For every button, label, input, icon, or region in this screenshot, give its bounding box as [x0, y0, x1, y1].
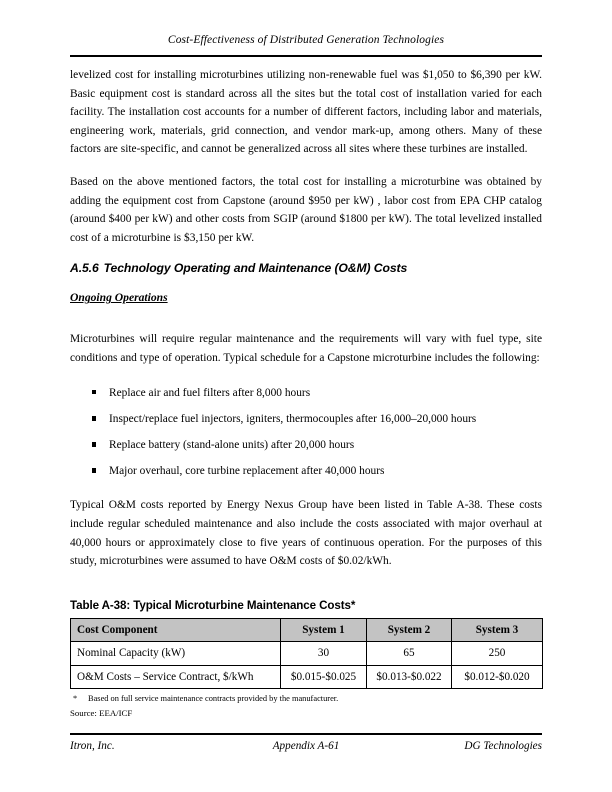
list-item	[70, 384, 542, 403]
table-cell-row-label: O&M Costs – Service Contract, $/kWh	[71, 665, 281, 689]
paragraph-levelized-cost: levelized cost for installing microturbines utilizing non-renewable fuel was $1,050 to $6,390 per kW. Basic equipment cost is standard across all the sites but the total cost of installation varied for each facility. The installation cost accounts for a number of different factors, including labor and materials, engineering work, materials, grid connection, and vendor mark-up, among others. Many of these factors are site-specific, and cannot be generalized across all sites where these turbines are installed.	[70, 69, 542, 156]
paragraph-total-cost: Based on the above mentioned factors, the total cost for installing a microturbine was obtained by adding the equipment cost from Capstone (around $950 per kW) , labor cost from EPA CHP catalog (around $400 per kW) and other costs from SGIP (around $1800 per kW). The total levelized installed cost of a microturbine is $3,150 per kW.	[70, 175, 542, 244]
table-caption: Table A-38: Typical Microturbine Maintenance Costs*	[70, 598, 356, 612]
document-body	[70, 66, 542, 719]
table-source: Source: EEA/ICF	[70, 707, 133, 718]
list-item-label: Replace air and fuel filters after 8,000 hours	[109, 386, 311, 399]
list-item-label: Inspect/replace fuel injectors, igniters, thermocouples after 16,000–20,000 hours	[109, 412, 477, 425]
list-item	[70, 462, 542, 481]
list-item-label: Major overhaul, core turbine replacement after 40,000 hours	[109, 464, 385, 477]
square-bullet-icon	[92, 416, 96, 420]
maintenance-schedule-list	[70, 384, 542, 481]
table-cell-row-label: Nominal Capacity (kW)	[71, 642, 281, 666]
header-divider-rule	[70, 55, 542, 57]
subsection-heading-ongoing-operations: Ongoing Operations	[70, 291, 168, 305]
subsection-heading-wrap	[70, 288, 542, 317]
footer-left-organization: Itron, Inc.	[70, 740, 115, 752]
footer-divider-rule	[70, 733, 542, 735]
paragraph-om-costs: Typical O&M costs reported by Energy Nexus Group have been listed in Table A-38. These costs include regular scheduled maintenance and also include the costs associated with major overhaul at 40,000 hours or approximately close to five years of continuous operation. For the purposes of this study, microturbines were assumed to have O&M costs of $0.02/kWh.	[70, 499, 542, 568]
square-bullet-icon	[92, 442, 96, 446]
table-row	[71, 665, 543, 689]
table-header-system-3: System 3	[452, 618, 543, 642]
page-footer	[70, 740, 542, 752]
footer-page-number: Appendix A-61	[272, 740, 340, 752]
table-cell-value: 250	[452, 642, 543, 666]
footnote-text: Based on full service maintenance contracts provided by the manufacturer.	[88, 694, 339, 704]
table-cell-value: $0.012-$0.020	[452, 665, 543, 689]
paragraph-maintenance-schedule: Microturbines will require regular maintenance and the requirements will vary with fuel type, site conditions and type of operation. Typical schedule for a Capstone microturbine includes the following:	[70, 333, 542, 364]
list-item-label: Replace battery (stand-alone units) after 20,000 hours	[109, 438, 355, 451]
table-header-system-1: System 1	[281, 618, 367, 642]
section-title: Technology Operating and Maintenance (O&M) Costs	[103, 261, 408, 276]
table-cell-value: 30	[281, 642, 367, 666]
running-header-title: Cost-Effectiveness of Distributed Generation Technologies	[167, 34, 445, 46]
section-heading-a56	[70, 261, 542, 275]
table-header-row	[71, 618, 543, 642]
list-item	[70, 436, 542, 455]
table-cell-value: $0.013-$0.022	[367, 665, 452, 689]
table-row	[71, 642, 543, 666]
section-number: A.5.6	[70, 261, 99, 276]
table-cell-value: 65	[367, 642, 452, 666]
square-bullet-icon	[92, 468, 96, 472]
square-bullet-icon	[92, 390, 96, 394]
table-header-system-2: System 2	[367, 618, 452, 642]
table-footnote	[70, 693, 542, 706]
maintenance-costs-table	[70, 618, 543, 690]
footnote-marker: *	[73, 694, 78, 704]
table-cell-value: $0.015-$0.025	[281, 665, 367, 689]
table-header-cost-component: Cost Component	[71, 618, 281, 642]
footer-right-label: DG Technologies	[464, 740, 542, 752]
list-item	[70, 410, 542, 429]
